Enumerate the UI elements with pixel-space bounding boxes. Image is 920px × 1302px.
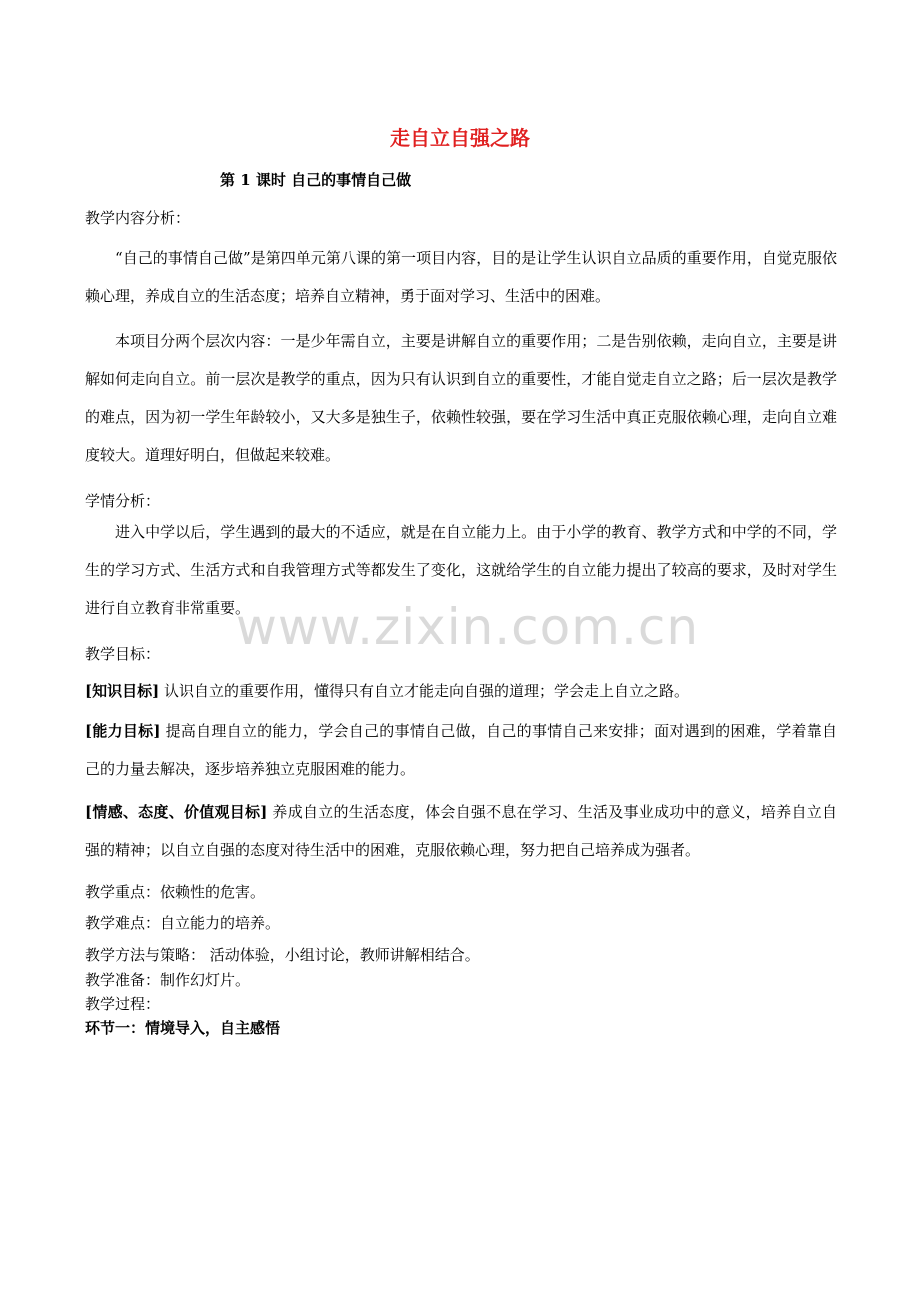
teaching-goals-heading: 教学目标： (85, 645, 161, 663)
goal-knowledge-label: [知识目标] (85, 682, 160, 700)
key-point: 教学重点：依赖性的危害。 (85, 883, 266, 901)
difficult-point: 教学难点：自立能力的培养。 (85, 914, 281, 932)
stage-one-heading: 环节一：情境导入，自主感悟 (85, 1019, 281, 1037)
lesson-subtitle: 第 1 课时 自己的事情自己做 (220, 171, 412, 189)
content-analysis-paragraph-1 (85, 239, 837, 315)
content-analysis-text-1: “自己的事情自己做”是第四单元第八课的第一项目内容，目的是让学生认识自立品质的重要作用，自觉克服依赖心理，养成自立的生活态度；培养自立精神，勇于面对学习、生活中的困难。 (85, 249, 837, 305)
content-analysis-paragraph-2 (85, 322, 837, 474)
goal-knowledge-text: 认识自立的重要作用，懂得只有自立才能走向自强的道理；学会走上自立之路。 (159, 682, 689, 700)
teaching-method: 教学方法与策略： 活动体验，小组讨论，教师讲解相结合。 (85, 946, 480, 964)
teaching-process-heading: 教学过程： (85, 995, 161, 1013)
content-analysis-text-2: 本项目分两个层次内容：一是少年需自立，主要是讲解自立的重要作用；二是告别依赖，走向自立，主要是讲解如何走向自立。前一层次是教学的重点，因为只有认识到自立的重要性，才能自觉走自立之路；后一层次是教学的难点，因为初一学生年龄较小，又大多是独生子，依赖性较强，要在学习生活中真正克服依赖心理，走向自立难度较大。道理好明白，但做起来较难。 (85, 332, 837, 464)
goal-emotion-label: [情感、态度、价值观目标] (85, 803, 268, 821)
document-title: 走自立自强之路 (390, 126, 530, 150)
goal-knowledge (85, 672, 837, 710)
content-analysis-heading: 教学内容分析： (85, 209, 191, 227)
goal-ability-label: [能力目标] (85, 722, 161, 740)
goal-emotion (85, 793, 837, 869)
goal-ability (85, 712, 837, 788)
student-analysis-text: 进入中学以后，学生遇到的最大的不适应，就是在自立能力上。由于小学的教育、教学方式和中学的不同，学生的学习方式、生活方式和自我管理方式等都发生了变化，这就给学生的自立能力提出了较高的要求，及时对学生进行自立教育非常重要。 (85, 523, 837, 617)
goal-ability-text: 提高自理自立的能力，学会自己的事情自己做，自己的事情自己来安排；面对遇到的困难，学着靠自己的力量去解决，逐步培养独立克服困难的能力。 (85, 722, 837, 778)
watermark: www.zixin.com.cn (236, 598, 700, 656)
student-analysis-heading: 学情分析： (85, 492, 161, 510)
goal-emotion-text: 养成自立的生活态度，体会自强不息在学习、生活及事业成功中的意义，培养自立自强的精神；以自立自强的态度对待生活中的困难，克服依赖心理，努力把自己培养成为强者。 (85, 803, 837, 859)
teaching-preparation: 教学准备：制作幻灯片。 (85, 971, 251, 989)
